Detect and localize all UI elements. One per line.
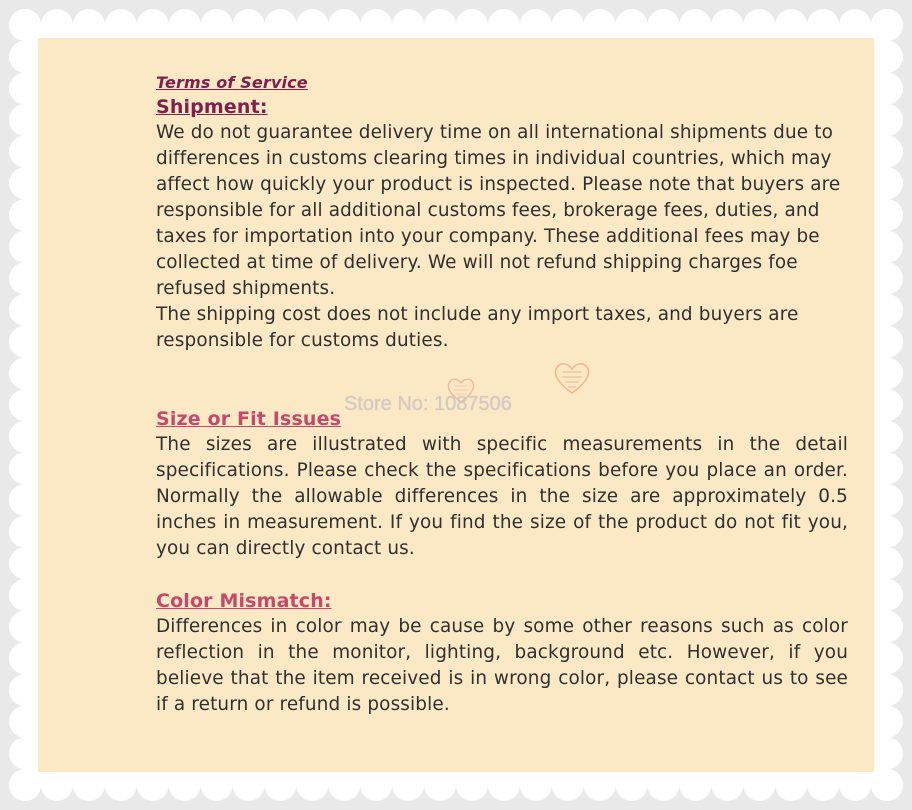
terms-title: Terms of Service — [156, 73, 308, 92]
spacer — [156, 562, 848, 588]
shipment-heading: Shipment: — [156, 96, 268, 118]
heart-watermark-icon — [552, 360, 592, 396]
color-mismatch-paragraph: Differences in color may be cause by some other reasons such as color reflection in the monitor, lighting, background etc. However, if you believe that the item received is in wrong color, please contact us to see if a return or refund is possible. — [156, 616, 848, 715]
store-number-watermark: Store No: 1087506 — [344, 393, 512, 415]
shipment-paragraph-1: We do not guarantee delivery time on all international shipments due to differences in customs clearing times in individual countries, which may affect how quickly your product is inspected. Please note that buyers are responsible for all additional customs fees, brokerage fees, duties, and taxes for importation into your company. These additional fees may be collected at time of delivery. We will not refund shipping charges foe refused shipments. — [156, 122, 841, 299]
size-fit-paragraph: The sizes are illustrated with specific measurements in the detail specifications. Please check the specifications before you place an order. Normally the allowable differences in the size are approximately 0.5 inches in measurement. If you find the size of the product do not fit you, you can directly contact us. — [156, 434, 848, 559]
shipment-paragraph-2: The shipping cost does not include any import taxes, and buyers are responsible for customs duties. — [156, 304, 799, 351]
size-fit-heading: Size or Fit Issues — [156, 408, 342, 430]
color-mismatch-heading: Color Mismatch: — [156, 590, 332, 612]
